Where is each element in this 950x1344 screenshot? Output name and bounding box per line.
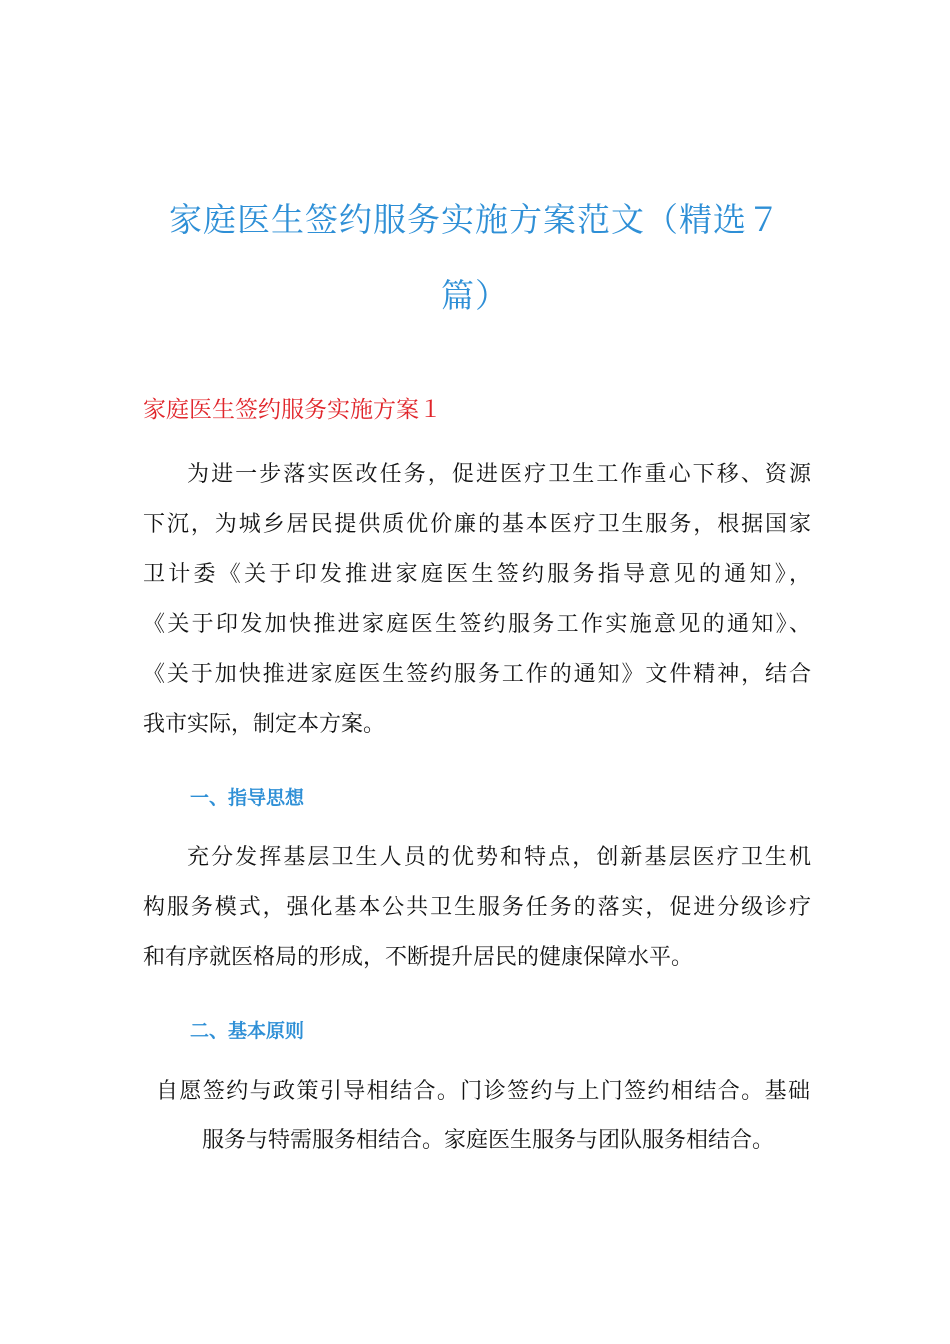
guiding-line: 和有序就医格局的形成，不断提升居民的健康保障水平。: [143, 945, 694, 970]
guiding-paragraph: [143, 833, 811, 983]
intro-line: 卫计委《关于印发推进家庭医生签约服务指导意见的通知》，: [143, 562, 811, 587]
intro-line: 《关于加快推进家庭医生签约服务工作的通知》文件精神，结合: [143, 662, 811, 687]
heading-basic-principles: 二、基本原则: [190, 1020, 305, 1042]
principles-line-1: 自愿签约与政策引导相结合。门诊签约与上门签约相结合。基础: [156, 1079, 810, 1104]
intro-line: 《关于印发加快推进家庭医生签约服务工作实施意见的通知》、: [143, 612, 811, 637]
heading-guiding-ideology: 一、指导思想: [190, 787, 305, 809]
section-title: 家庭医生签约服务实施方案１: [143, 397, 442, 423]
principles-line-2: 服务与特需服务相结合。家庭医生服务与团队服务相结合。: [202, 1128, 775, 1153]
intro-line: 下沉，为城乡居民提供质优价廉的基本医疗卫生服务，根据国家: [143, 512, 811, 537]
intro-line: 为进一步落实医改任务，促进医疗卫生工作重心下移、资源: [187, 462, 811, 487]
guiding-line: 构服务模式，强化基本公共卫生服务任务的落实，促进分级诊疗: [143, 895, 811, 920]
intro-line: 我市实际，制定本方案。: [143, 712, 386, 737]
document-title-line-1: 家庭医生签约服务实施方案范文（精选７: [169, 200, 781, 239]
document-title-line-2: 篇）: [441, 276, 509, 315]
guiding-line: 充分发挥基层卫生人员的优势和特点，创新基层医疗卫生机: [187, 845, 811, 870]
intro-paragraph: [143, 450, 811, 750]
